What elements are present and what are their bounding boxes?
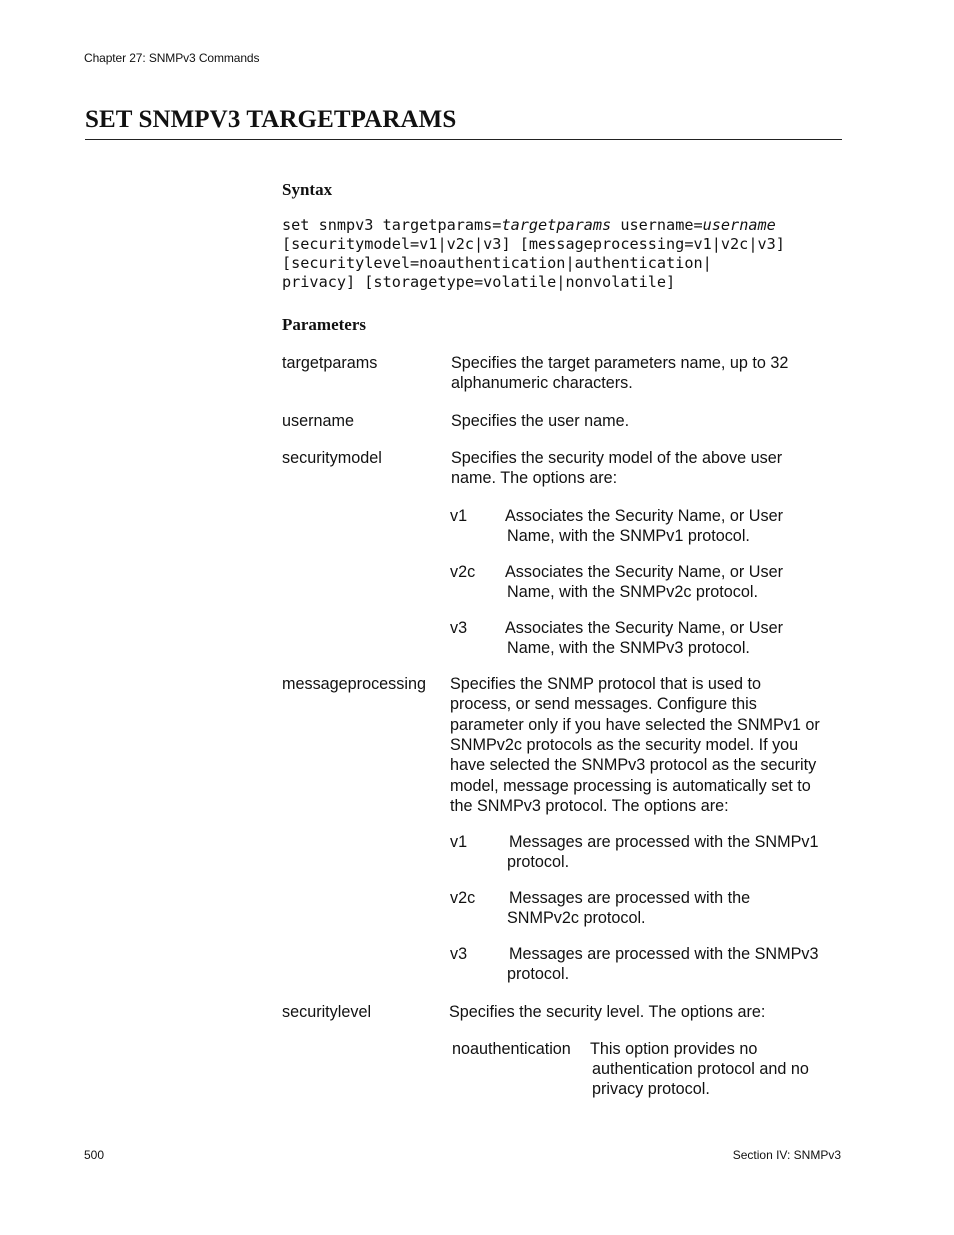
- syntax-heading: Syntax: [282, 180, 333, 199]
- param-desc-messageprocessing-line: the SNMPv3 protocol. The options are:: [450, 797, 729, 815]
- option-text: authentication protocol and no: [592, 1060, 809, 1078]
- page-number: 500: [84, 1148, 105, 1162]
- syntax-line-4: privacy] [storagetype=volatile|nonvolatile]: [282, 273, 676, 291]
- option-label: v1: [450, 507, 468, 525]
- option-label: noauthentication: [452, 1040, 571, 1058]
- param-term-targetparams: targetparams: [282, 354, 378, 372]
- page-title: SET SNMPV3 TARGETPARAMS: [85, 106, 457, 133]
- option-text: protocol.: [507, 965, 570, 983]
- param-term-securitylevel: securitylevel: [282, 1003, 372, 1021]
- option-label: v2c: [450, 563, 476, 581]
- param-desc-messageprocessing-line: SNMPv2c protocols as the security model. If you: [450, 736, 799, 754]
- param-term-username: username: [282, 412, 354, 430]
- option-text: Messages are processed with the: [509, 889, 751, 907]
- syntax-username-key: username=: [611, 216, 703, 234]
- option-text: Associates the Security Name, or User: [505, 619, 783, 637]
- syntax-targetparams-var: targetparams: [501, 216, 612, 234]
- param-desc-messageprocessing-line: model, message processing is automatically set to: [450, 777, 811, 795]
- syntax-username-var: username: [702, 216, 776, 234]
- option-text: SNMPv2c protocol.: [507, 909, 646, 927]
- param-desc-targetparams-1: Specifies the target parameters name, up to 32: [451, 354, 789, 372]
- option-text: Associates the Security Name, or User: [505, 507, 783, 525]
- option-text: Associates the Security Name, or User: [505, 563, 783, 581]
- syntax-line-3: [securitylevel=noauthentication|authentication|: [282, 254, 712, 272]
- option-text: protocol.: [507, 853, 570, 871]
- syntax-command: set snmpv3 targetparams=: [282, 216, 502, 234]
- running-header-chapter: Chapter 27: SNMPv3 Commands: [84, 51, 260, 65]
- param-desc-messageprocessing-line: process, or send messages. Configure this: [450, 695, 757, 713]
- option-text: Messages are processed with the SNMPv3: [509, 945, 819, 963]
- param-desc-securitylevel: Specifies the security level. The options are:: [449, 1003, 766, 1021]
- syntax-line-1: [282, 216, 776, 235]
- option-label: v1: [450, 833, 468, 851]
- option-text: Name, with the SNMPv1 protocol.: [507, 527, 750, 545]
- option-text: This option provides no: [590, 1040, 758, 1058]
- option-text: Name, with the SNMPv3 protocol.: [507, 639, 750, 657]
- param-desc-securitymodel-2: name. The options are:: [451, 469, 618, 487]
- running-footer-section: Section IV: SNMPv3: [732, 1148, 841, 1162]
- param-term-securitymodel: securitymodel: [282, 449, 382, 467]
- option-label: v3: [450, 619, 468, 637]
- param-desc-securitymodel-1: Specifies the security model of the above user: [451, 449, 783, 467]
- param-desc-username: Specifies the user name.: [451, 412, 630, 430]
- param-desc-messageprocessing-line: parameter only if you have selected the SNMPv1 or: [450, 716, 820, 734]
- option-label: v3: [450, 945, 468, 963]
- option-text: Name, with the SNMPv2c protocol.: [507, 583, 759, 601]
- parameters-heading: Parameters: [282, 315, 367, 334]
- syntax-line-2: [securitymodel=v1|v2c|v3] [messageprocessing=v1|v2c|v3]: [282, 235, 785, 253]
- option-text: Messages are processed with the SNMPv1: [509, 833, 819, 851]
- option-text: privacy protocol.: [592, 1080, 710, 1098]
- param-desc-targetparams-2: alphanumeric characters.: [451, 374, 633, 392]
- param-desc-messageprocessing-line: Specifies the SNMP protocol that is used to: [450, 675, 762, 693]
- param-term-messageprocessing: messageprocessing: [282, 675, 426, 693]
- title-rule: [85, 139, 842, 140]
- param-desc-messageprocessing-line: have selected the SNMPv3 protocol as the security: [450, 756, 817, 774]
- option-label: v2c: [450, 889, 476, 907]
